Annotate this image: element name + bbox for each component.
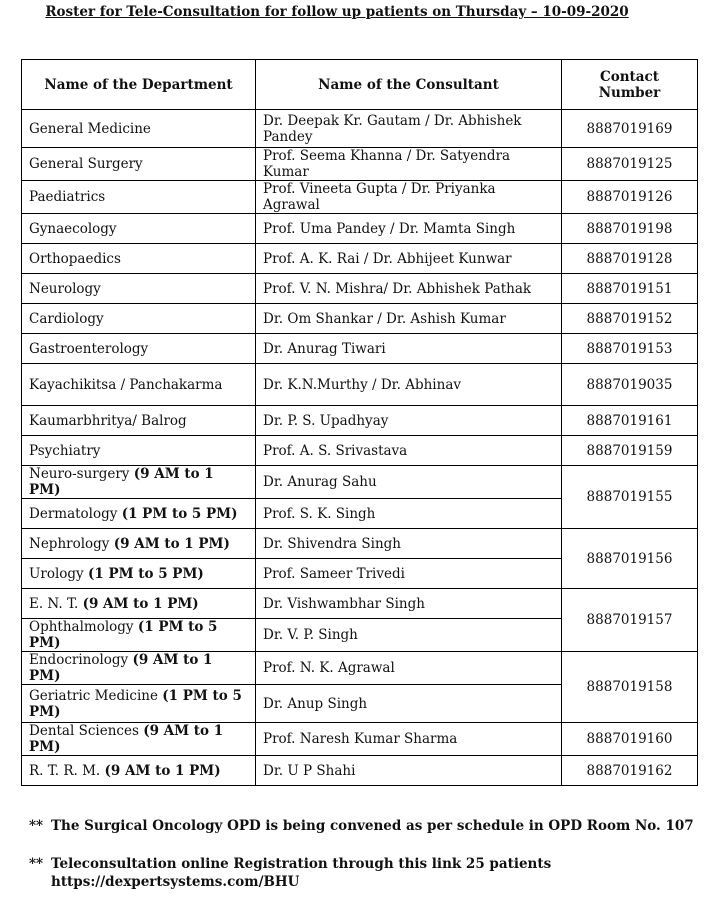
roster-table xyxy=(21,59,698,786)
table-row xyxy=(22,181,698,214)
consultant-cell: Dr. Anup Singh xyxy=(256,685,562,723)
contact-cell: 8887019152 xyxy=(562,304,698,334)
note-marker: ** xyxy=(29,818,44,834)
consultant-cell: Prof. Naresh Kumar Sharma xyxy=(256,723,562,756)
department-cell xyxy=(22,589,256,619)
department-cell: General Surgery xyxy=(22,148,256,181)
time-slot: (1 PM to 5 PM) xyxy=(87,565,204,582)
time-slot: (9 AM to 1 PM) xyxy=(29,652,213,684)
consultant-cell: Dr. Anurag Sahu xyxy=(256,466,562,499)
department-name: Urology xyxy=(29,565,84,582)
department-name: Endocrinology xyxy=(29,652,129,668)
contact-cell: 8887019158 xyxy=(562,652,698,723)
department-cell xyxy=(22,529,256,559)
consultant-cell: Dr. Deepak Kr. Gautam / Dr. Abhishek Pandey xyxy=(256,110,562,148)
registration-link[interactable]: https://dexpertsystems.com/BHU xyxy=(51,874,300,890)
consultant-cell: Prof. A. S. Srivastava xyxy=(256,436,562,466)
department-cell: Kayachikitsa / Panchakarma xyxy=(22,364,256,406)
department-cell: Cardiology xyxy=(22,304,256,334)
consultant-cell: Dr. P. S. Upadhyay xyxy=(256,406,562,436)
table-row xyxy=(22,652,698,685)
note-text: Teleconsultation online Registration through this link 25 patients xyxy=(51,856,552,872)
department-cell: Gynaecology xyxy=(22,214,256,244)
time-slot: (1 PM to 5 PM) xyxy=(29,619,218,651)
contact-cell: 8887019125 xyxy=(562,148,698,181)
department-cell xyxy=(22,499,256,529)
consultant-cell: Dr. Vishwambhar Singh xyxy=(256,589,562,619)
consultant-cell: Prof. N. K. Agrawal xyxy=(256,652,562,685)
consultant-cell: Prof. A. K. Rai / Dr. Abhijeet Kunwar xyxy=(256,244,562,274)
table-row xyxy=(22,274,698,304)
contact-cell: 8887019156 xyxy=(562,529,698,589)
department-cell: Paediatrics xyxy=(22,181,256,214)
contact-cell: 8887019160 xyxy=(562,723,698,756)
contact-cell: 8887019162 xyxy=(562,756,698,786)
contact-cell: 8887019151 xyxy=(562,274,698,304)
department-cell xyxy=(22,685,256,723)
time-slot: (9 AM to 1 PM) xyxy=(29,466,214,498)
table-row xyxy=(22,589,698,619)
contact-cell: 8887019169 xyxy=(562,110,698,148)
table-row xyxy=(22,334,698,364)
table-row xyxy=(22,214,698,244)
department-name: E. N. T. xyxy=(29,595,79,612)
department-name: Dental Sciences xyxy=(29,723,139,739)
time-slot: (9 AM to 1 PM) xyxy=(82,595,199,612)
header-department: Name of the Department xyxy=(22,60,256,110)
consultant-cell: Prof. V. N. Mishra/ Dr. Abhishek Pathak xyxy=(256,274,562,304)
consultant-cell: Dr. Anurag Tiwari xyxy=(256,334,562,364)
department-cell: Kaumarbhritya/ Balrog xyxy=(22,406,256,436)
consultant-cell: Dr. Om Shankar / Dr. Ashish Kumar xyxy=(256,304,562,334)
note-marker: ** xyxy=(29,856,44,872)
department-name: Ophthalmology xyxy=(29,619,134,635)
table-row xyxy=(22,466,698,499)
table-row xyxy=(22,723,698,756)
department-name: Neuro-surgery xyxy=(29,466,130,482)
table-row xyxy=(22,756,698,786)
table-row xyxy=(22,244,698,274)
consultant-cell: Dr. V. P. Singh xyxy=(256,619,562,652)
consultant-cell: Prof. Sameer Trivedi xyxy=(256,559,562,589)
page-title: Roster for Tele-Consultation for follow up patients on Thursday – 10-09-2020 xyxy=(45,4,629,20)
time-slot: (1 PM to 5 PM) xyxy=(29,687,242,720)
department-cell: Psychiatry xyxy=(22,436,256,466)
table-header-row xyxy=(22,60,698,110)
header-contact: Contact Number xyxy=(562,60,698,110)
time-slot: (9 AM to 1 PM) xyxy=(104,762,221,779)
consultant-cell: Dr. K.N.Murthy / Dr. Abhinav xyxy=(256,364,562,406)
consultant-cell: Prof. Seema Khanna / Dr. Satyendra Kumar xyxy=(256,148,562,181)
department-cell xyxy=(22,756,256,786)
contact-cell: 8887019157 xyxy=(562,589,698,652)
department-name: Nephrology xyxy=(29,535,110,552)
consultant-cell: Prof. Uma Pandey / Dr. Mamta Singh xyxy=(256,214,562,244)
contact-cell: 8887019161 xyxy=(562,406,698,436)
contact-cell: 8887019155 xyxy=(562,466,698,529)
consultant-cell: Prof. S. K. Singh xyxy=(256,499,562,529)
department-name: Geriatric Medicine xyxy=(29,687,158,704)
department-cell xyxy=(22,466,256,499)
table-row xyxy=(22,110,698,148)
table-row xyxy=(22,148,698,181)
department-cell: Gastroenterology xyxy=(22,334,256,364)
consultant-cell: Prof. Vineeta Gupta / Dr. Priyanka Agrawal xyxy=(256,181,562,214)
department-name: R. T. R. M. xyxy=(29,762,101,779)
department-cell xyxy=(22,559,256,589)
table-row xyxy=(22,436,698,466)
department-cell: Orthopaedics xyxy=(22,244,256,274)
department-cell: Neurology xyxy=(22,274,256,304)
table-row xyxy=(22,406,698,436)
department-cell xyxy=(22,652,256,685)
contact-cell: 8887019126 xyxy=(562,181,698,214)
contact-cell: 8887019159 xyxy=(562,436,698,466)
contact-cell: 8887019198 xyxy=(562,214,698,244)
header-consultant: Name of the Consultant xyxy=(256,60,562,110)
note-text: The Surgical Oncology OPD is being convened as per schedule in OPD Room No. 107 xyxy=(51,818,694,834)
table-row xyxy=(22,529,698,559)
contact-cell: 8887019035 xyxy=(562,364,698,406)
department-cell xyxy=(22,723,256,756)
contact-cell: 8887019153 xyxy=(562,334,698,364)
contact-cell: 8887019128 xyxy=(562,244,698,274)
time-slot: (9 AM to 1 PM) xyxy=(113,535,230,552)
note-surgical-oncology xyxy=(29,817,694,835)
note-registration xyxy=(29,855,551,891)
table-row xyxy=(22,364,698,406)
consultant-cell: Dr. Shivendra Singh xyxy=(256,529,562,559)
department-cell: General Medicine xyxy=(22,110,256,148)
department-cell xyxy=(22,619,256,652)
consultant-cell: Dr. U P Shahi xyxy=(256,756,562,786)
time-slot: (1 PM to 5 PM) xyxy=(121,505,238,522)
department-name: Dermatology xyxy=(29,505,118,522)
time-slot: (9 AM to 1 PM) xyxy=(29,723,224,755)
table-row xyxy=(22,304,698,334)
